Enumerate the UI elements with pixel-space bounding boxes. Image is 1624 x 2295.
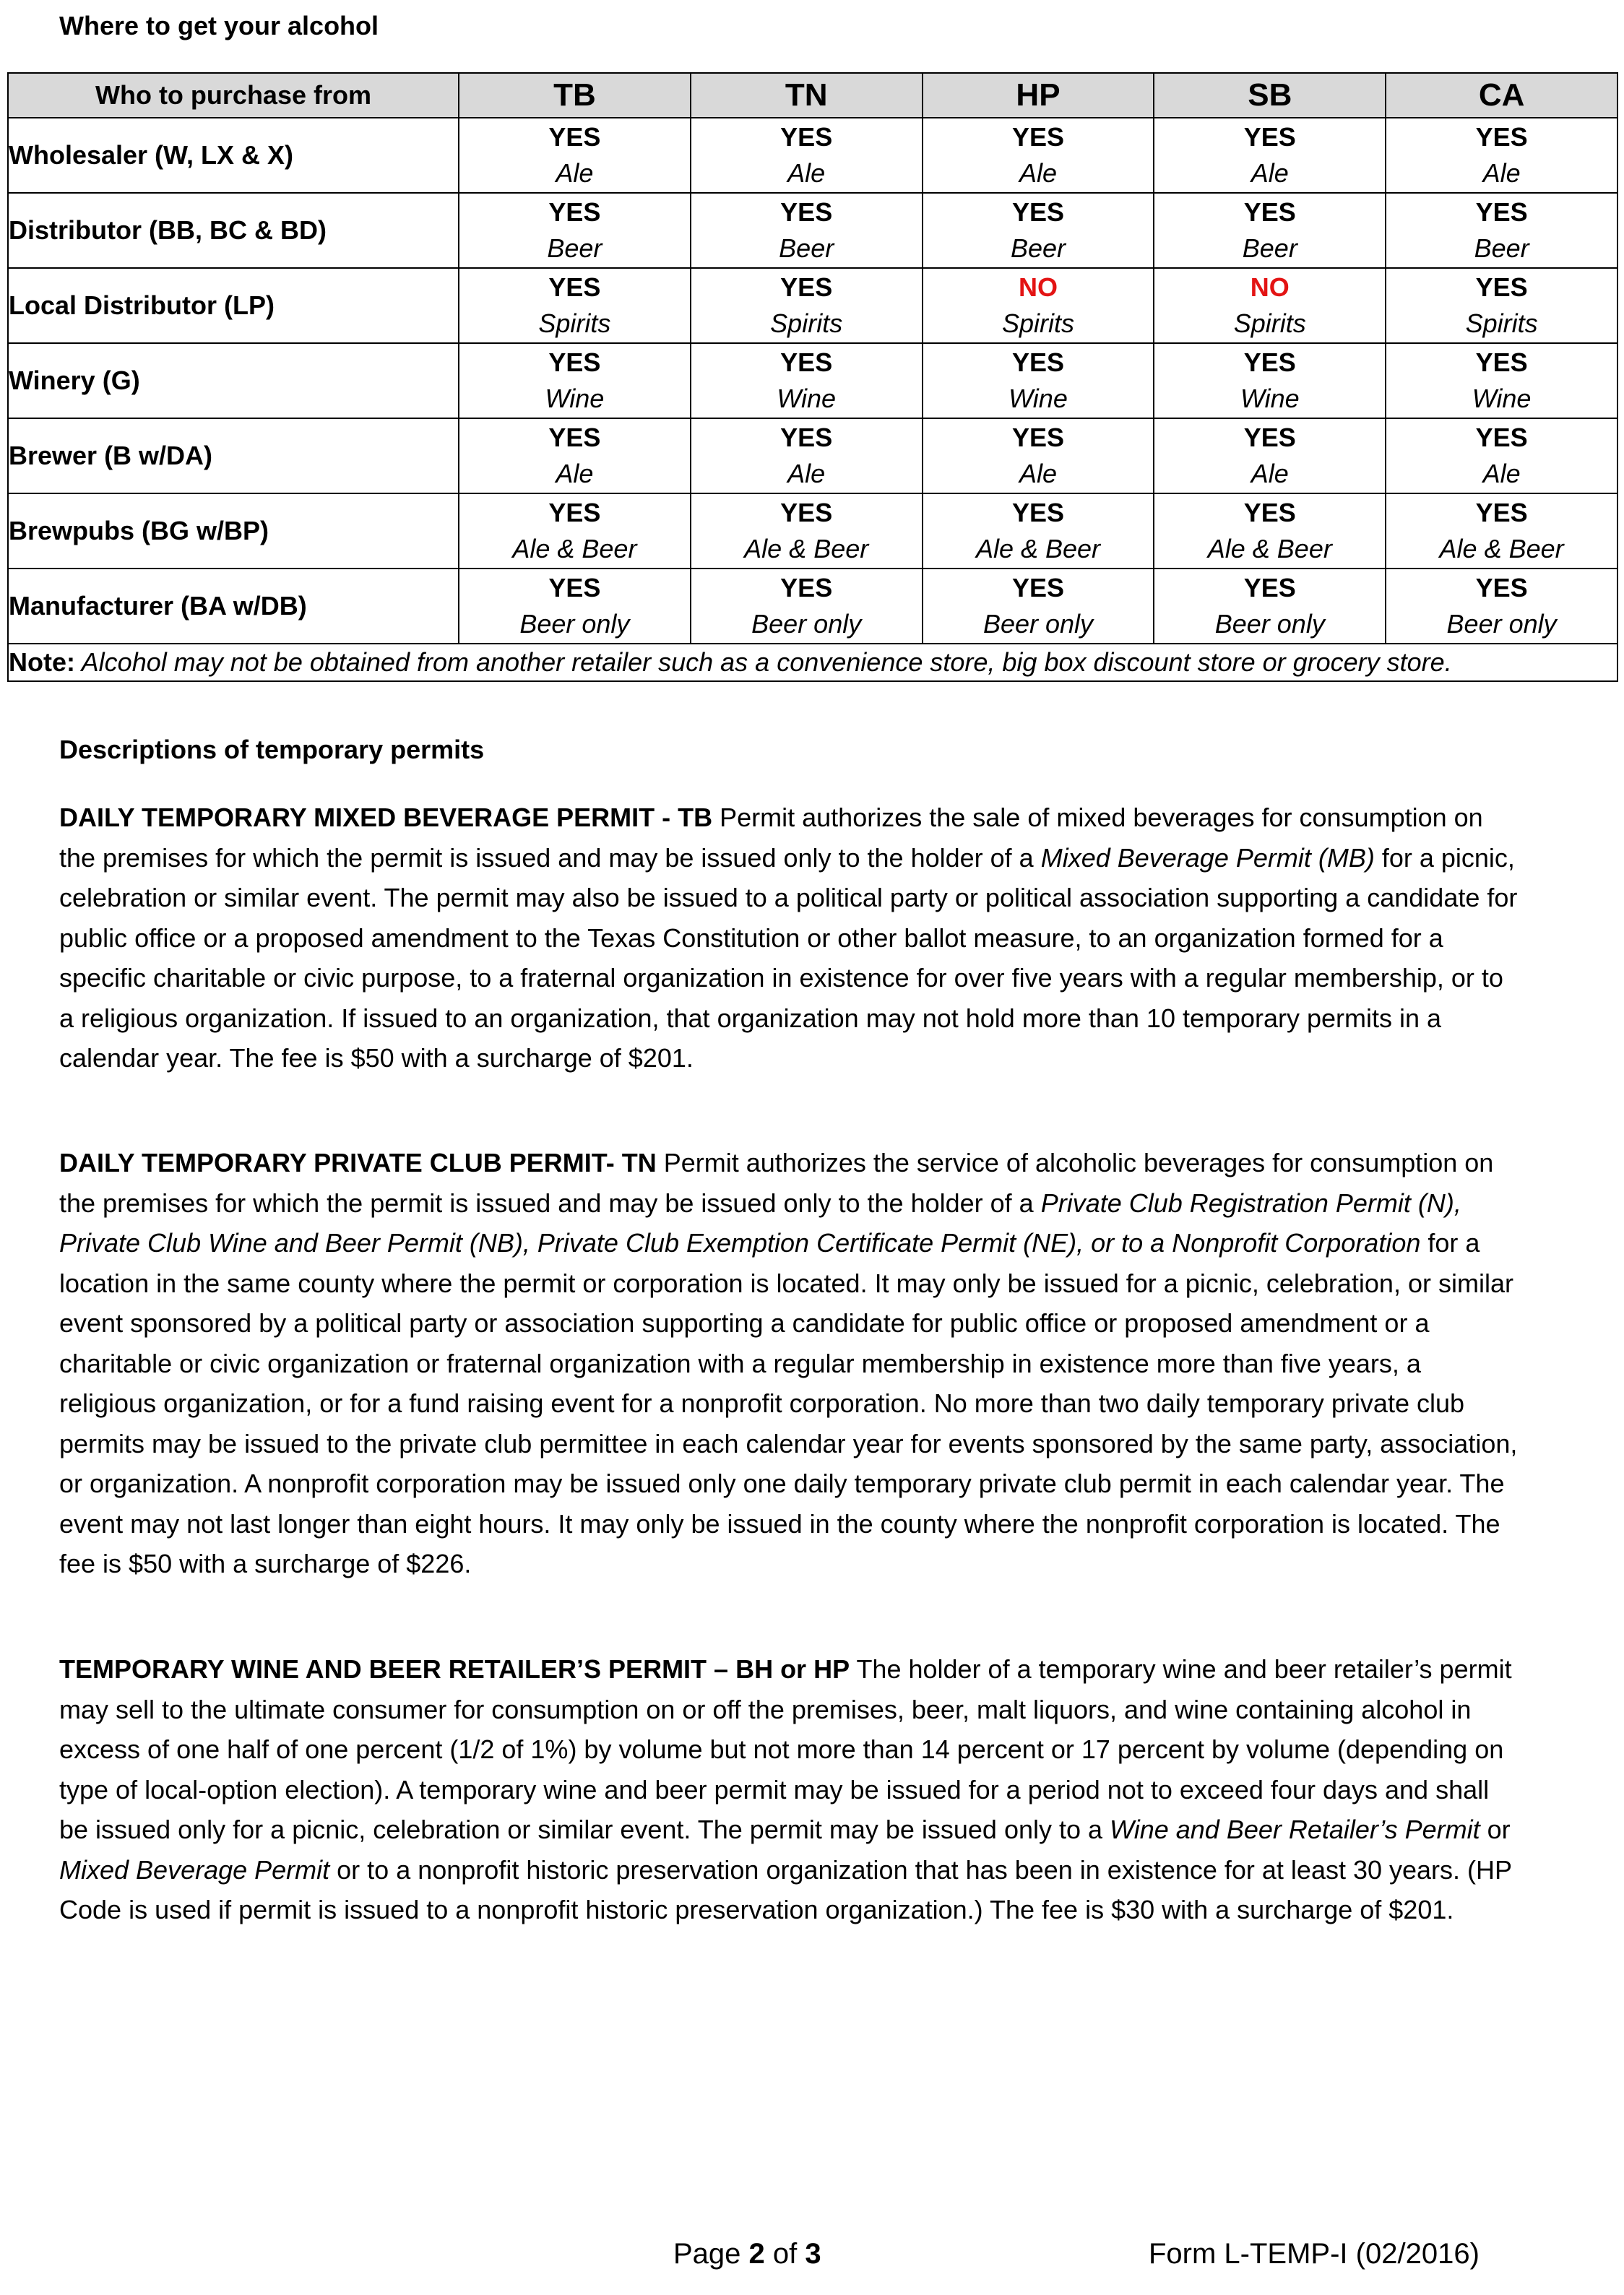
page-current: 2 bbox=[748, 2238, 765, 2270]
status-text: YES bbox=[1475, 347, 1528, 377]
beverage-type: Ale bbox=[1251, 459, 1289, 488]
beverage-type: Ale bbox=[1482, 158, 1521, 188]
table-row bbox=[8, 193, 1617, 268]
beverage-type: Beer only bbox=[982, 609, 1094, 639]
permit-text-italic: Wine and Beer Retailer’s Permit bbox=[1110, 1815, 1480, 1844]
row-label: Wholesaler (W, LX & X) bbox=[8, 118, 459, 193]
cell-hp bbox=[923, 493, 1154, 569]
cell-hp bbox=[923, 268, 1154, 343]
permit-title-tn: DAILY TEMPORARY PRIVATE CLUB PERMIT- TN bbox=[59, 1148, 657, 1177]
beverage-type: Beer only bbox=[751, 609, 862, 639]
page-mid: of bbox=[764, 2238, 805, 2270]
status-text: YES bbox=[780, 197, 833, 227]
row-label: Winery (G) bbox=[8, 343, 459, 418]
cell-tn bbox=[691, 268, 923, 343]
beverage-type: Ale & Beer bbox=[1439, 534, 1564, 563]
status-text: YES bbox=[548, 423, 601, 452]
beverage-type: Ale & Beer bbox=[744, 534, 869, 563]
status-text: YES bbox=[1011, 197, 1065, 227]
cell-tn bbox=[691, 343, 923, 418]
cell-tb bbox=[459, 268, 691, 343]
cell-tn bbox=[691, 569, 923, 644]
status-text: YES bbox=[1475, 122, 1528, 152]
permit-text-italic: Mixed Beverage Permit bbox=[59, 1854, 330, 1885]
permit-title-tb: DAILY TEMPORARY MIXED BEVERAGE PERMIT - TB bbox=[59, 803, 713, 832]
note-label: Note: bbox=[9, 647, 75, 677]
permit-text: for a location in the same county where the permit or corporation is located. It may only be issued for a picnic, celebration, or similar event sponsored by a political party or association supporting a candidate for public office or proposed amendment or a charitable or civic organization or fraternal organization with a regular membership in existence more than five years, a religious organization, or for a fund raising event for a nonprofit corporation. No more than two daily temporary private club permits may be issued to the private club permittee in each calendar year for events sponsored by the same party, association, or organization. A nonprofit corporation may be issued only one daily temporary private club permit in each calendar year. The event may not last longer than eight hours. It may only be issued in the county where the nonprofit corporation is located. The fee is $50 with a surcharge of $226. bbox=[59, 1228, 1518, 1578]
status-text: YES bbox=[1475, 197, 1528, 227]
cell-tb bbox=[459, 493, 691, 569]
beverage-type: Beer bbox=[1010, 233, 1066, 263]
header-col-tb: TB bbox=[459, 73, 691, 118]
permit-text: Permit authorizes the sale of mixed beverages for consumption on the premises for which the permit is issued and may be issued only to the holder of a bbox=[59, 803, 1483, 873]
status-text: YES bbox=[548, 122, 601, 152]
beverage-type: Wine bbox=[777, 384, 837, 413]
cell-ca bbox=[1386, 493, 1617, 569]
section-title-descriptions: Descriptions of temporary permits bbox=[59, 735, 485, 764]
status-text: YES bbox=[780, 423, 833, 452]
cell-tb bbox=[459, 118, 691, 193]
beverage-type: Ale bbox=[787, 158, 826, 188]
status-text: NO bbox=[1250, 272, 1290, 302]
header-col-tn: TN bbox=[691, 73, 923, 118]
cell-hp bbox=[923, 118, 1154, 193]
note-text: Alcohol may not be obtained from another retailer such as a convenience store, big box discount store or grocery store. bbox=[75, 647, 1452, 677]
cell-hp bbox=[923, 343, 1154, 418]
table-header-row bbox=[8, 73, 1617, 118]
cell-tn bbox=[691, 418, 923, 493]
status-text: YES bbox=[780, 347, 833, 377]
beverage-type: Spirits bbox=[1001, 308, 1074, 338]
alcohol-source-table bbox=[7, 72, 1618, 682]
cell-tn bbox=[691, 118, 923, 193]
beverage-type: Spirits bbox=[1233, 308, 1306, 338]
status-text: YES bbox=[548, 347, 601, 377]
permit-text: or to a nonprofit historic preservation organization that has been in existence for at least 30 years. (HP Code is used if permit is issued to a nonprofit historic preservation organization.) The fee is $30 with a surcharge of $201. bbox=[59, 1854, 1512, 1924]
status-text: YES bbox=[780, 573, 833, 602]
permit-text: Permit authorizes the service of alcoholic beverages for consumption on the premises for which the permit is issued and may be issued only to the holder of a bbox=[59, 1148, 1494, 1218]
row-label: Local Distributor (LP) bbox=[8, 268, 459, 343]
cell-ca bbox=[1386, 268, 1617, 343]
status-text: YES bbox=[1475, 423, 1528, 452]
table-note bbox=[8, 644, 1617, 681]
permit-description-bh bbox=[59, 1649, 1519, 1930]
status-text: YES bbox=[1011, 498, 1065, 527]
cell-sb bbox=[1154, 268, 1386, 343]
permit-text-italic: Private Club Registration Permit (N), Private Club Wine and Beer Permit (NB), Private Club Exemption Certificate Permit (NE), or to a Nonprofit Corporation bbox=[59, 1188, 1461, 1258]
cell-tb bbox=[459, 193, 691, 268]
table-row bbox=[8, 418, 1617, 493]
beverage-type: Spirits bbox=[1465, 308, 1538, 338]
table-row bbox=[8, 118, 1617, 193]
cell-tn bbox=[691, 193, 923, 268]
form-identifier: Form L-TEMP-I (02/2016) bbox=[1149, 2238, 1480, 2270]
permit-description-tb bbox=[59, 798, 1519, 1079]
permit-text: for a picnic, celebration or similar event. The permit may also be issued to a political party or political association supporting a candidate for public office or a proposed amendment to the Texas Constitution or other ballot measure, to an organization formed for a specific charitable or civic purpose, to a fraternal organization in existence for over five years with a regular membership, or to a religious organization. If issued to an organization, that organization may not hold more than 10 temporary permits in a calendar year. The fee is $50 with a surcharge of $201. bbox=[59, 842, 1518, 1073]
beverage-type: Beer only bbox=[1214, 609, 1325, 639]
beverage-type: Ale bbox=[1482, 459, 1521, 488]
cell-sb bbox=[1154, 418, 1386, 493]
cell-tb bbox=[459, 343, 691, 418]
status-text: YES bbox=[1475, 573, 1528, 602]
table-row bbox=[8, 343, 1617, 418]
beverage-type: Ale bbox=[1019, 158, 1057, 188]
row-label: Distributor (BB, BC & BD) bbox=[8, 193, 459, 268]
beverage-type: Ale bbox=[1251, 158, 1289, 188]
header-col-sb: SB bbox=[1154, 73, 1386, 118]
status-text: YES bbox=[1011, 347, 1065, 377]
status-text: YES bbox=[780, 498, 833, 527]
header-who-to-purchase: Who to purchase from bbox=[8, 73, 459, 118]
beverage-type: Wine bbox=[1008, 384, 1068, 413]
table-row bbox=[8, 569, 1617, 644]
status-text: YES bbox=[548, 197, 601, 227]
beverage-type: Beer bbox=[779, 233, 834, 263]
beverage-type: Beer bbox=[1242, 233, 1297, 263]
page-prefix: Page bbox=[673, 2238, 749, 2270]
beverage-type: Ale bbox=[556, 158, 594, 188]
beverage-type: Beer bbox=[547, 233, 602, 263]
permit-text: or bbox=[1480, 1815, 1511, 1844]
cell-hp bbox=[923, 569, 1154, 644]
status-text: YES bbox=[1243, 573, 1296, 602]
status-text: YES bbox=[1243, 423, 1296, 452]
beverage-type: Ale & Beer bbox=[512, 534, 637, 563]
status-text: YES bbox=[1243, 197, 1296, 227]
permit-text-italic: Mixed Beverage Permit (MB) bbox=[1040, 842, 1375, 873]
status-text: YES bbox=[1243, 122, 1296, 152]
header-col-hp: HP bbox=[923, 73, 1154, 118]
status-text: YES bbox=[548, 272, 601, 302]
table-row bbox=[8, 493, 1617, 569]
status-text: YES bbox=[1243, 347, 1296, 377]
beverage-type: Ale & Beer bbox=[1207, 534, 1332, 563]
cell-tb bbox=[459, 569, 691, 644]
beverage-type: Ale bbox=[1019, 459, 1057, 488]
cell-hp bbox=[923, 418, 1154, 493]
row-label: Brewpubs (BG w/BP) bbox=[8, 493, 459, 569]
cell-sb bbox=[1154, 343, 1386, 418]
permit-description-tn bbox=[59, 1143, 1519, 1584]
status-text: YES bbox=[1011, 573, 1065, 602]
beverage-type: Wine bbox=[1472, 384, 1532, 413]
permit-title-bh: TEMPORARY WINE AND BEER RETAILER’S PERMIT – BH or HP bbox=[59, 1654, 850, 1684]
cell-sb bbox=[1154, 569, 1386, 644]
cell-ca bbox=[1386, 343, 1617, 418]
status-text: YES bbox=[1011, 122, 1065, 152]
beverage-type: Beer only bbox=[519, 609, 630, 639]
cell-sb bbox=[1154, 118, 1386, 193]
beverage-type: Spirits bbox=[538, 308, 611, 338]
cell-sb bbox=[1154, 493, 1386, 569]
row-label: Manufacturer (BA w/DB) bbox=[8, 569, 459, 644]
status-text: NO bbox=[1018, 272, 1058, 302]
beverage-type: Beer bbox=[1474, 233, 1529, 263]
beverage-type: Ale bbox=[787, 459, 826, 488]
cell-sb bbox=[1154, 193, 1386, 268]
status-text: YES bbox=[1243, 498, 1296, 527]
beverage-type: Ale & Beer bbox=[975, 534, 1101, 563]
cell-ca bbox=[1386, 569, 1617, 644]
status-text: YES bbox=[780, 272, 833, 302]
beverage-type: Beer only bbox=[1446, 609, 1557, 639]
beverage-type: Wine bbox=[545, 384, 605, 413]
cell-tn bbox=[691, 493, 923, 569]
status-text: YES bbox=[780, 122, 833, 152]
cell-ca bbox=[1386, 193, 1617, 268]
header-col-ca: CA bbox=[1386, 73, 1617, 118]
page-number bbox=[673, 2239, 821, 2268]
beverage-type: Wine bbox=[1240, 384, 1300, 413]
status-text: YES bbox=[548, 498, 601, 527]
status-text: YES bbox=[1011, 423, 1065, 452]
row-label: Brewer (B w/DA) bbox=[8, 418, 459, 493]
cell-ca bbox=[1386, 418, 1617, 493]
status-text: YES bbox=[1475, 272, 1528, 302]
section-title-where: Where to get your alcohol bbox=[59, 11, 379, 40]
cell-ca bbox=[1386, 118, 1617, 193]
status-text: YES bbox=[1475, 498, 1528, 527]
table-row bbox=[8, 268, 1617, 343]
beverage-type: Ale bbox=[556, 459, 594, 488]
page-total: 3 bbox=[805, 2238, 821, 2270]
permit-text: The holder of a temporary wine and beer retailer’s permit may sell to the ultimate consumer for consumption on or off the premises, beer, malt liquors, and wine containing alcohol in excess of one half of one percent (1/2 of 1%) by volume but not more than 14 percent or 17 percent by volume (depending on type of local-option election). A temporary wine and beer permit may be issued for a period not to exceed four days and shall be issued only for a picnic, celebration or similar event. The permit may be issued only to a bbox=[59, 1654, 1512, 1844]
cell-tb bbox=[459, 418, 691, 493]
table-note-row bbox=[8, 644, 1617, 681]
cell-hp bbox=[923, 193, 1154, 268]
status-text: YES bbox=[548, 573, 601, 602]
beverage-type: Spirits bbox=[770, 308, 843, 338]
